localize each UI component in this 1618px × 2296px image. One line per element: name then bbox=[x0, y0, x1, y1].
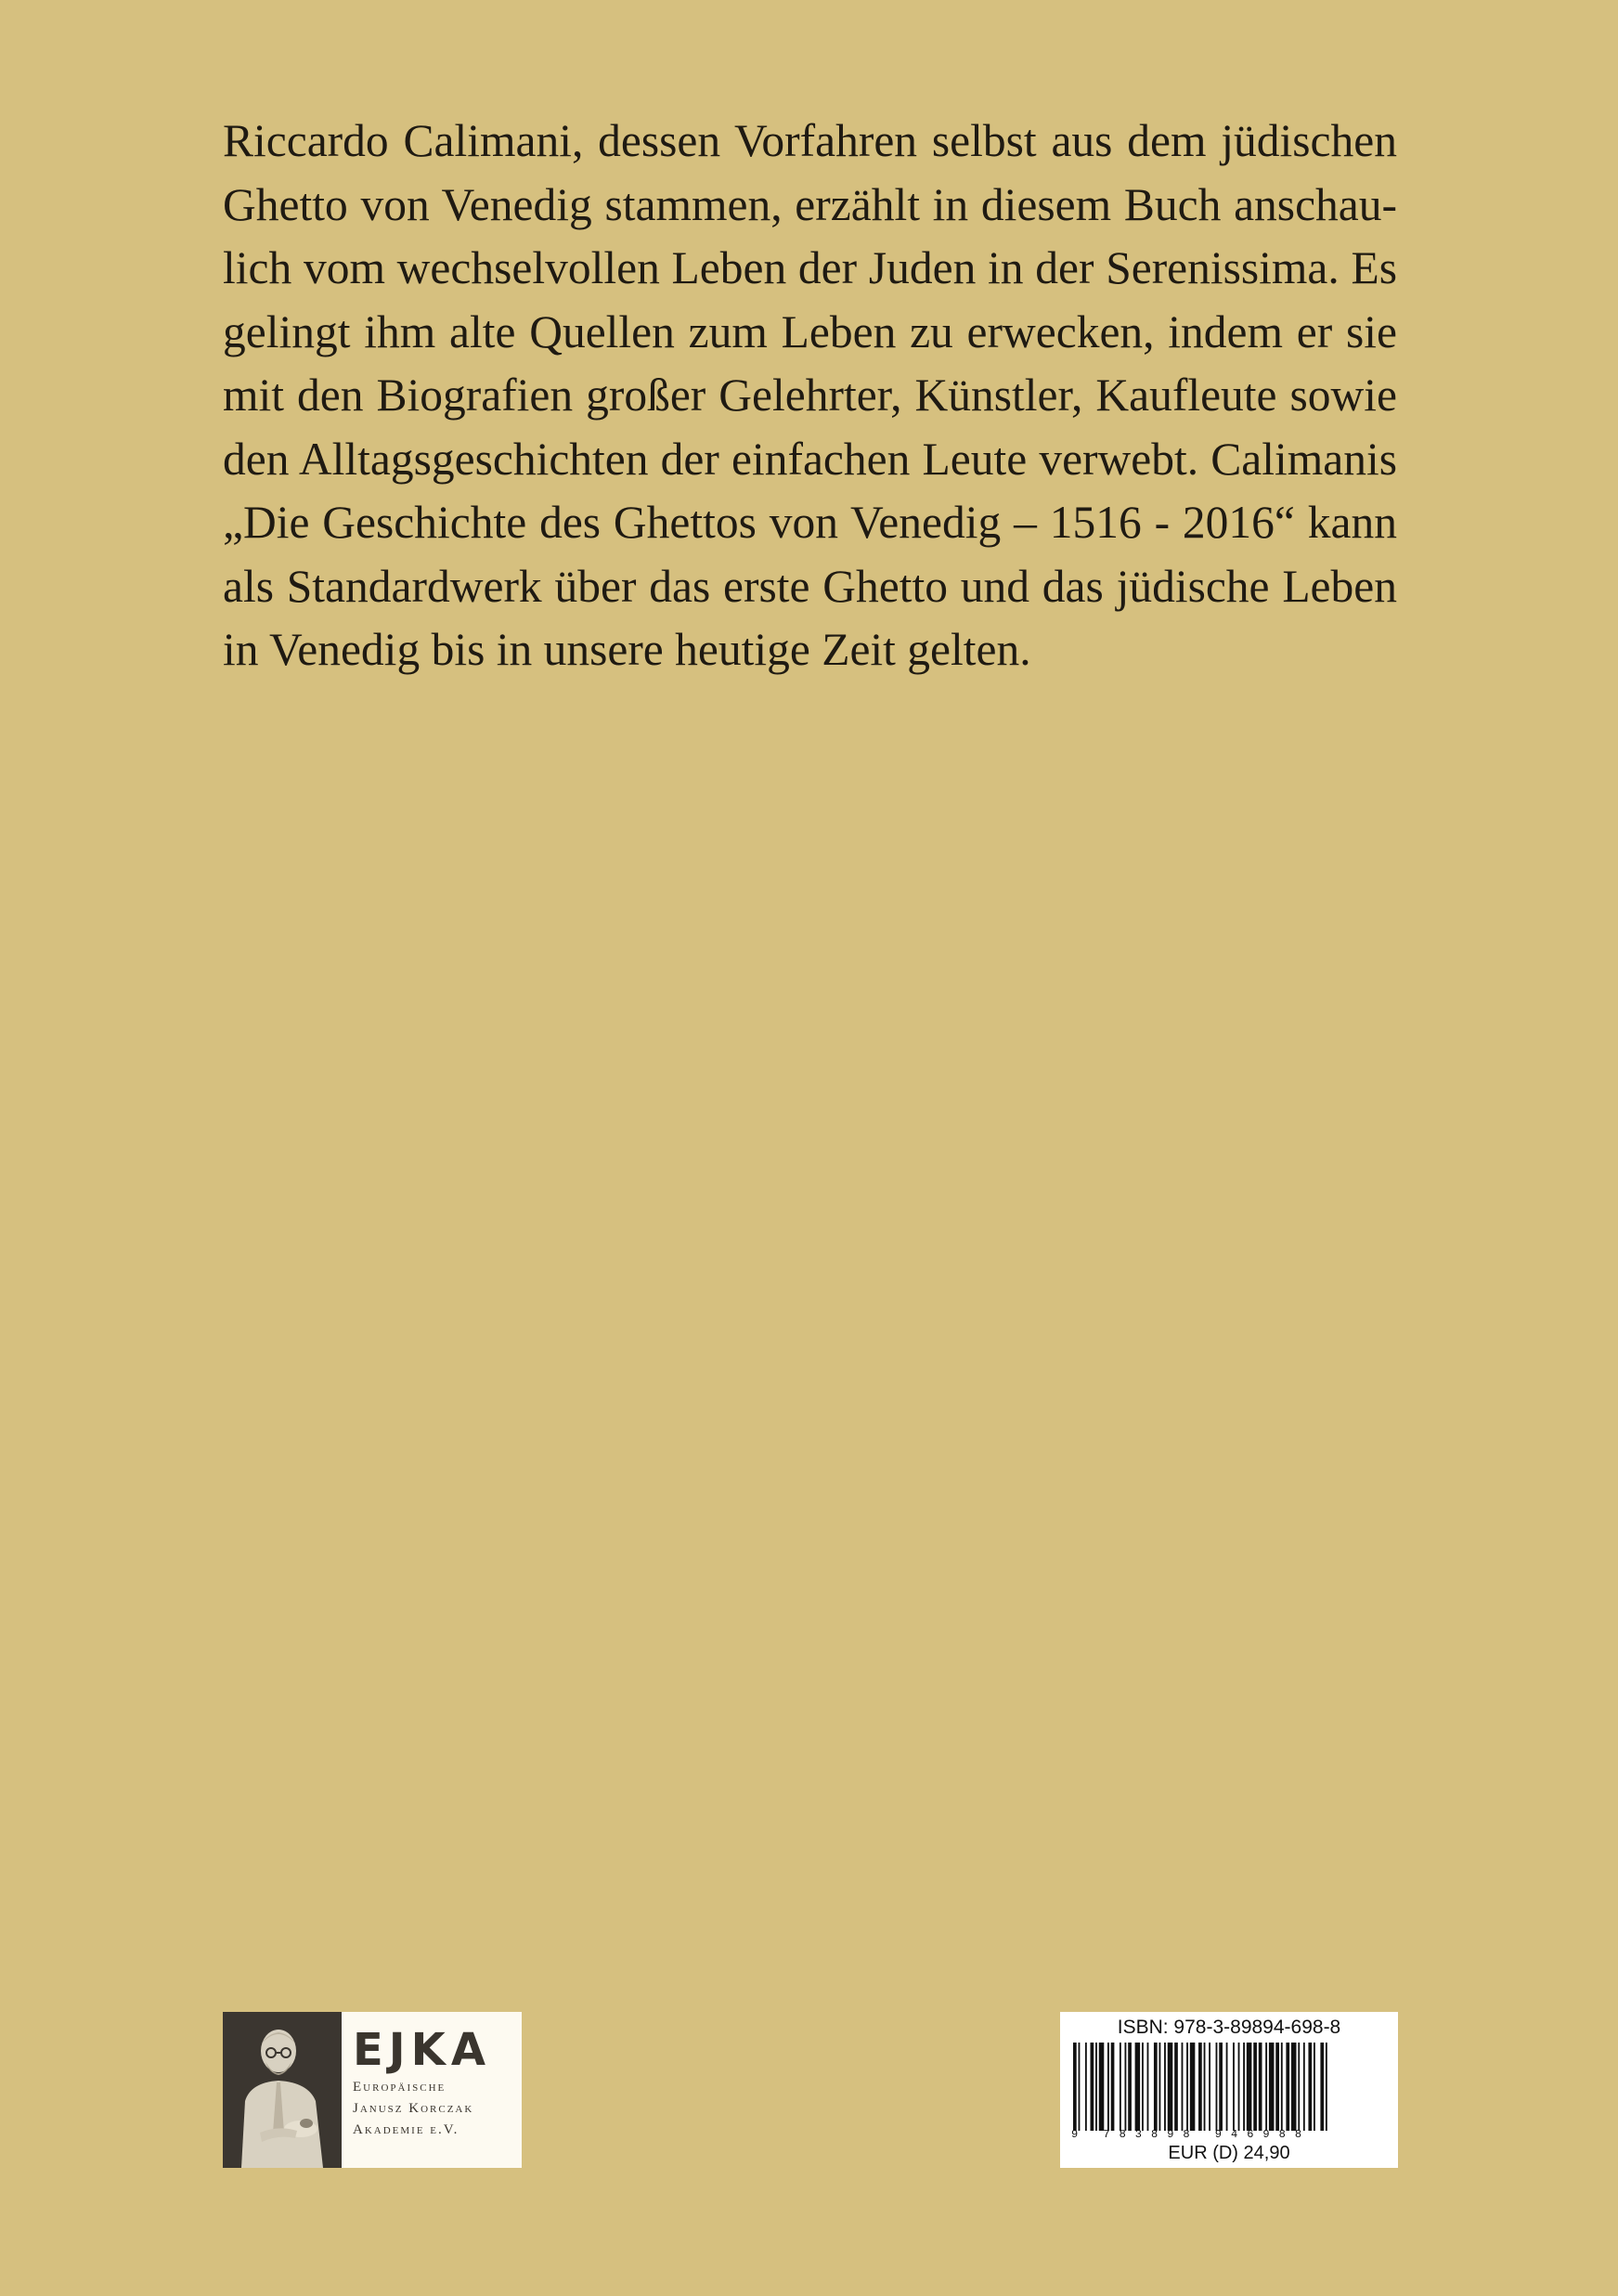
portrait-illustration bbox=[223, 2012, 342, 2168]
barcode-bar bbox=[1095, 2043, 1097, 2131]
barcode-bar bbox=[1314, 2043, 1315, 2131]
barcode-bar bbox=[1216, 2043, 1218, 2131]
logo-subtitle-line: Janusz Korczak bbox=[353, 2101, 474, 2116]
barcode-bar bbox=[1135, 2043, 1141, 2131]
blurb-line: als Standardwerk über das erste Ghetto und das jüdische Leben bbox=[223, 560, 1397, 612]
isbn-barcode-box bbox=[1060, 2012, 1398, 2168]
barcode-bar bbox=[1174, 2043, 1178, 2131]
barcode-bar bbox=[1298, 2043, 1300, 2131]
barcode-bar bbox=[1204, 2043, 1206, 2131]
barcode-bar bbox=[1142, 2043, 1144, 2131]
logo-text-block bbox=[342, 2012, 522, 2168]
barcode-bar bbox=[1125, 2043, 1127, 2131]
barcode-bar bbox=[1099, 2043, 1105, 2131]
barcode-bar bbox=[1226, 2043, 1228, 2131]
publisher-logo bbox=[223, 2012, 522, 2168]
barcode-bar bbox=[1190, 2043, 1196, 2131]
barcode-bar bbox=[1247, 2043, 1252, 2131]
barcode-bar bbox=[1286, 2043, 1289, 2131]
barcode-bar bbox=[1219, 2043, 1223, 2131]
price-label: EUR (D) 24,90 bbox=[1168, 2143, 1290, 2163]
barcode-bar bbox=[1154, 2043, 1158, 2131]
blurb-line: mit den Biografien großer Gelehrter, Künstler, Kaufleute sowie bbox=[223, 370, 1397, 421]
barcode-bar bbox=[1308, 2043, 1312, 2131]
barcode-image bbox=[1073, 2043, 1385, 2131]
barcode-bar bbox=[1085, 2043, 1087, 2131]
barcode-bar bbox=[1238, 2043, 1240, 2131]
barcode-bar bbox=[1164, 2043, 1166, 2131]
barcode-bar bbox=[1243, 2043, 1245, 2131]
barcode-bar bbox=[1269, 2043, 1275, 2131]
barcode-bar bbox=[1120, 2043, 1121, 2131]
barcode-bar bbox=[1326, 2043, 1327, 2131]
blurb-line: in Venedig bis in unsere heutige Zeit gelten. bbox=[223, 624, 1031, 675]
barcode-bar bbox=[1275, 2043, 1279, 2131]
barcode-bar bbox=[1182, 2043, 1184, 2131]
barcode-bar bbox=[1107, 2043, 1109, 2131]
barcode-bar bbox=[1198, 2043, 1202, 2131]
barcode-bar bbox=[1209, 2043, 1210, 2131]
barcode-bar bbox=[1320, 2043, 1324, 2131]
barcode-bar bbox=[1168, 2043, 1173, 2131]
barcode-bar bbox=[1128, 2043, 1132, 2131]
barcode-bar bbox=[1265, 2043, 1267, 2131]
blurb-line: Ghetto von Venedig stammen, erzählt in diesem Buch anschau- bbox=[223, 178, 1397, 230]
barcode-bar bbox=[1159, 2043, 1161, 2131]
isbn-label: ISBN: 978-3-89894-698-8 bbox=[1117, 2017, 1341, 2038]
barcode-bar bbox=[1253, 2043, 1257, 2131]
blurb-line: „Die Geschichte des Ghettos von Venedig – 1516 - 2016“ kann bbox=[223, 497, 1397, 548]
barcode-bar bbox=[1091, 2043, 1094, 2131]
barcode-bar bbox=[1259, 2043, 1262, 2131]
barcode-bar bbox=[1147, 2043, 1149, 2131]
barcode-bar bbox=[1291, 2043, 1297, 2131]
logo-subtitle-line: Europäische bbox=[353, 2080, 447, 2095]
blurb-line: lich vom wechselvollen Leben der Juden in der Serenissima. Es bbox=[223, 242, 1397, 293]
barcode-bar bbox=[1079, 2043, 1081, 2131]
blurb-line: Riccardo Calimani, dessen Vorfahren selbst aus dem jüdischen bbox=[223, 115, 1397, 166]
barcode-bar bbox=[1073, 2043, 1077, 2131]
back-cover-blurb bbox=[223, 110, 1397, 682]
korczak-portrait-image bbox=[223, 2012, 342, 2168]
barcode-bar bbox=[1303, 2043, 1305, 2131]
barcode-bar bbox=[1233, 2043, 1235, 2131]
blurb-line: gelingt ihm alte Quellen zum Leben zu erwecken, indem er sie bbox=[223, 305, 1397, 357]
logo-title: EJKA bbox=[353, 2024, 491, 2076]
barcode-digits: 9 783898 946988 bbox=[1071, 2128, 1312, 2141]
barcode-bar bbox=[1281, 2043, 1283, 2131]
barcode-bar bbox=[1111, 2043, 1115, 2131]
blurb-line: den Alltagsgeschichten der einfachen Leute verwebt. Calimanis bbox=[223, 433, 1397, 485]
barcode-bar bbox=[1186, 2043, 1188, 2131]
logo-subtitle-line: Akademie e.V. bbox=[353, 2122, 460, 2137]
